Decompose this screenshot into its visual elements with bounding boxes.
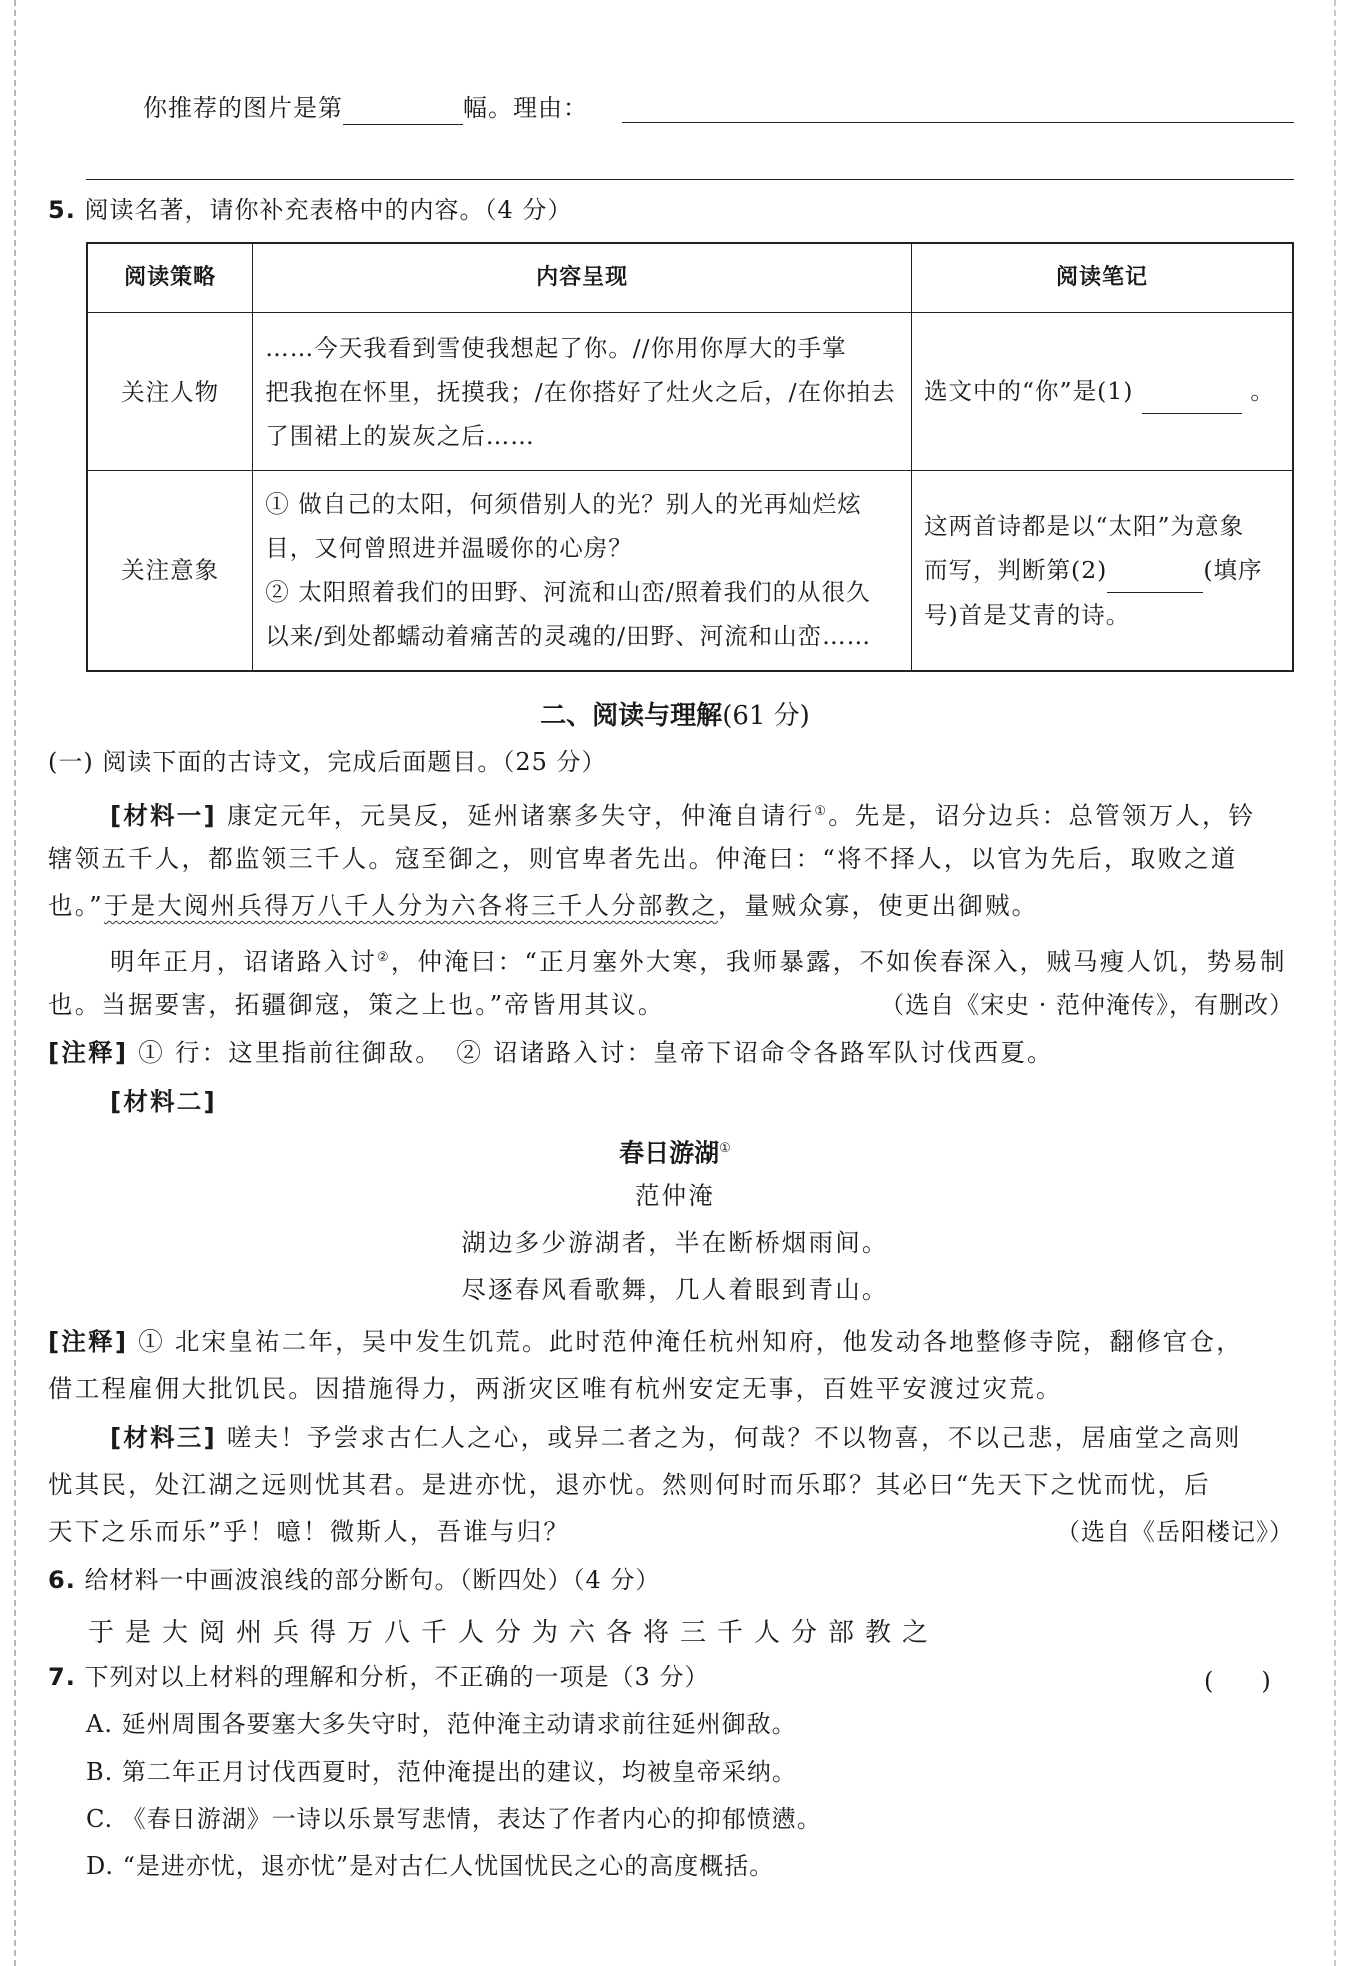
reading-strategy-table bbox=[86, 242, 1294, 672]
picture-number-blank[interactable] bbox=[343, 92, 463, 125]
strategy-cell: 关注意象 bbox=[87, 471, 253, 671]
option-b[interactable]: B. 第二年正月讨伐西夏时，范仲淹提出的建议，均被皇帝采纳。 bbox=[86, 1758, 797, 1786]
table-row bbox=[87, 313, 1293, 471]
content-cell: ……今天我看到雪使我想起了你。//你用你厚大的手掌 把我抱在怀里，抚摸我；/在你搭好了灶火之后，/在你拍去 了围裙上的炭灰之后…… bbox=[253, 313, 912, 471]
material-1-notes: [注释] ① 行：这里指前往御敌。 ② 诏诸路入讨：皇帝下诏命令各路军队讨伐西夏。 bbox=[48, 1038, 1054, 1067]
content-cell: ① 做自己的太阳，何须借别人的光？别人的光再灿烂炫 目，又何曾照进并温暖你的心房？ ② 太阳照着我们的田野、河流和山峦/照着我们的从很久 以来/到处都蠕动着痛苦的灵魂的/田野、河流和山峦…… bbox=[253, 471, 912, 671]
material-2-note-2: 借工程雇佣大批饥民。因措施得力，两浙灾区唯有杭州安定无事，百姓平安渡过灾荒。 bbox=[48, 1374, 1063, 1403]
note-cell: 这两首诗都是以“太阳”为意象 而写，判断第(2) (填序 号)首是艾青的诗。 bbox=[912, 471, 1293, 671]
binding-dashed-line-left bbox=[14, 0, 16, 1966]
reason-blank-line-1[interactable] bbox=[622, 122, 1294, 123]
question-7: 7. 下列对以上材料的理解和分析，不正确的一项是（3 分） bbox=[48, 1663, 710, 1691]
punctuation-sentence[interactable]: 于是大阅州兵得万八千人分为六各将三千人分部教之 bbox=[88, 1618, 940, 1648]
poem-line-2: 尽逐春风看歌舞，几人着眼到青山。 bbox=[461, 1275, 889, 1304]
wavy-underlined-sentence: 于是大阅州兵得万八千人分为六各将三千人分部教之 bbox=[103, 891, 718, 920]
recommend-picture-line: 你推荐的图片是第 幅。理由： bbox=[143, 92, 588, 125]
note-cell: 选文中的“你”是(1) 。 bbox=[912, 313, 1293, 471]
header-strategy: 阅读策略 bbox=[87, 243, 253, 313]
material-1-line-1: [材料一] 康定元年，元昊反，延州诸寨多失守，仲淹自请行①。先是，诏分边兵：总管领万人，钤 bbox=[110, 801, 1256, 831]
poem-line-1: 湖边多少游湖者，半在断桥烟雨间。 bbox=[461, 1228, 889, 1257]
answer-blank-1[interactable] bbox=[1142, 369, 1242, 414]
poem-author: 范仲淹 bbox=[634, 1181, 716, 1210]
option-d[interactable]: D. “是进亦忧，退亦忧”是对古仁人忧国忧民之心的高度概括。 bbox=[86, 1852, 775, 1880]
answer-blank-2[interactable] bbox=[1107, 548, 1203, 593]
material-1-line-3: 也。”于是大阅州兵得万八千人分为六各将三千人分部教之，量贼众寡，使更出御贼。 bbox=[48, 891, 1039, 920]
strategy-cell: 关注人物 bbox=[87, 313, 253, 471]
poem-title: 春日游湖① bbox=[619, 1138, 731, 1168]
binding-dashed-line-right bbox=[1334, 0, 1336, 1966]
material-3-line-2: 忧其民，处江湖之远则忧其君。是进亦忧，退亦忧。然则何时而乐耶？其必曰“先天下之忧而忧，后 bbox=[48, 1470, 1211, 1499]
question-5: 5. 阅读名著，请你补充表格中的内容。（4 分） bbox=[48, 196, 573, 224]
header-content: 内容呈现 bbox=[253, 243, 912, 313]
material-2-note-1: [注释] ① 北宋皇祐二年，吴中发生饥荒。此时范仲淹任杭州知府，他发动各地整修寺院，翻修官仓， bbox=[48, 1327, 1243, 1356]
answer-paren[interactable]: ( ) bbox=[1204, 1667, 1271, 1695]
material-3-line-3: 天下之乐而乐”乎！噫！微斯人，吾谁与归？ bbox=[48, 1517, 571, 1546]
table-header-row bbox=[87, 243, 1293, 313]
reason-blank-line-2[interactable] bbox=[86, 179, 1294, 180]
material-1-line-4: 明年正月，诏诸路入讨②，仲淹曰：“正月塞外大寒，我师暴露，不如俟春深入，贼马瘦人饥，势易制 bbox=[110, 947, 1287, 977]
option-c[interactable]: C. 《春日游湖》一诗以乐景写悲情，表达了作者内心的抑郁愤懑。 bbox=[86, 1805, 822, 1833]
material-1-line-5: 也。当据要害，拓疆御寇，策之上也。”帝皆用其议。 bbox=[48, 990, 665, 1019]
header-notes: 阅读笔记 bbox=[912, 243, 1293, 313]
material-2-label: [材料二] bbox=[110, 1087, 217, 1116]
material-3-line-1: [材料三] 嗟夫！予尝求古仁人之心，或异二者之为，何哉？不以物喜，不以己悲，居庙堂之高则 bbox=[110, 1423, 1242, 1452]
table-row bbox=[87, 471, 1293, 671]
material-1-line-2: 辖领五千人，都监领三千人。寇至御之，则官卑者先出。仲淹曰：“将不择人，以官为先后，取败之道 bbox=[48, 844, 1238, 873]
material-1-source: （选自《宋史 · 范仲淹传》，有删改） bbox=[880, 991, 1294, 1019]
section-2-title: 二、阅读与理解(61 分) bbox=[540, 701, 810, 731]
part-1-heading: (一) 阅读下面的古诗文，完成后面题目。（25 分） bbox=[48, 748, 607, 776]
material-3-source: （选自《岳阳楼记》） bbox=[1056, 1518, 1294, 1546]
question-6: 6. 给材料一中画波浪线的部分断句。（断四处）（4 分） bbox=[48, 1566, 661, 1594]
option-a[interactable]: A. 延州周围各要塞大多失守时，范仲淹主动请求前往延州御敌。 bbox=[86, 1710, 797, 1738]
